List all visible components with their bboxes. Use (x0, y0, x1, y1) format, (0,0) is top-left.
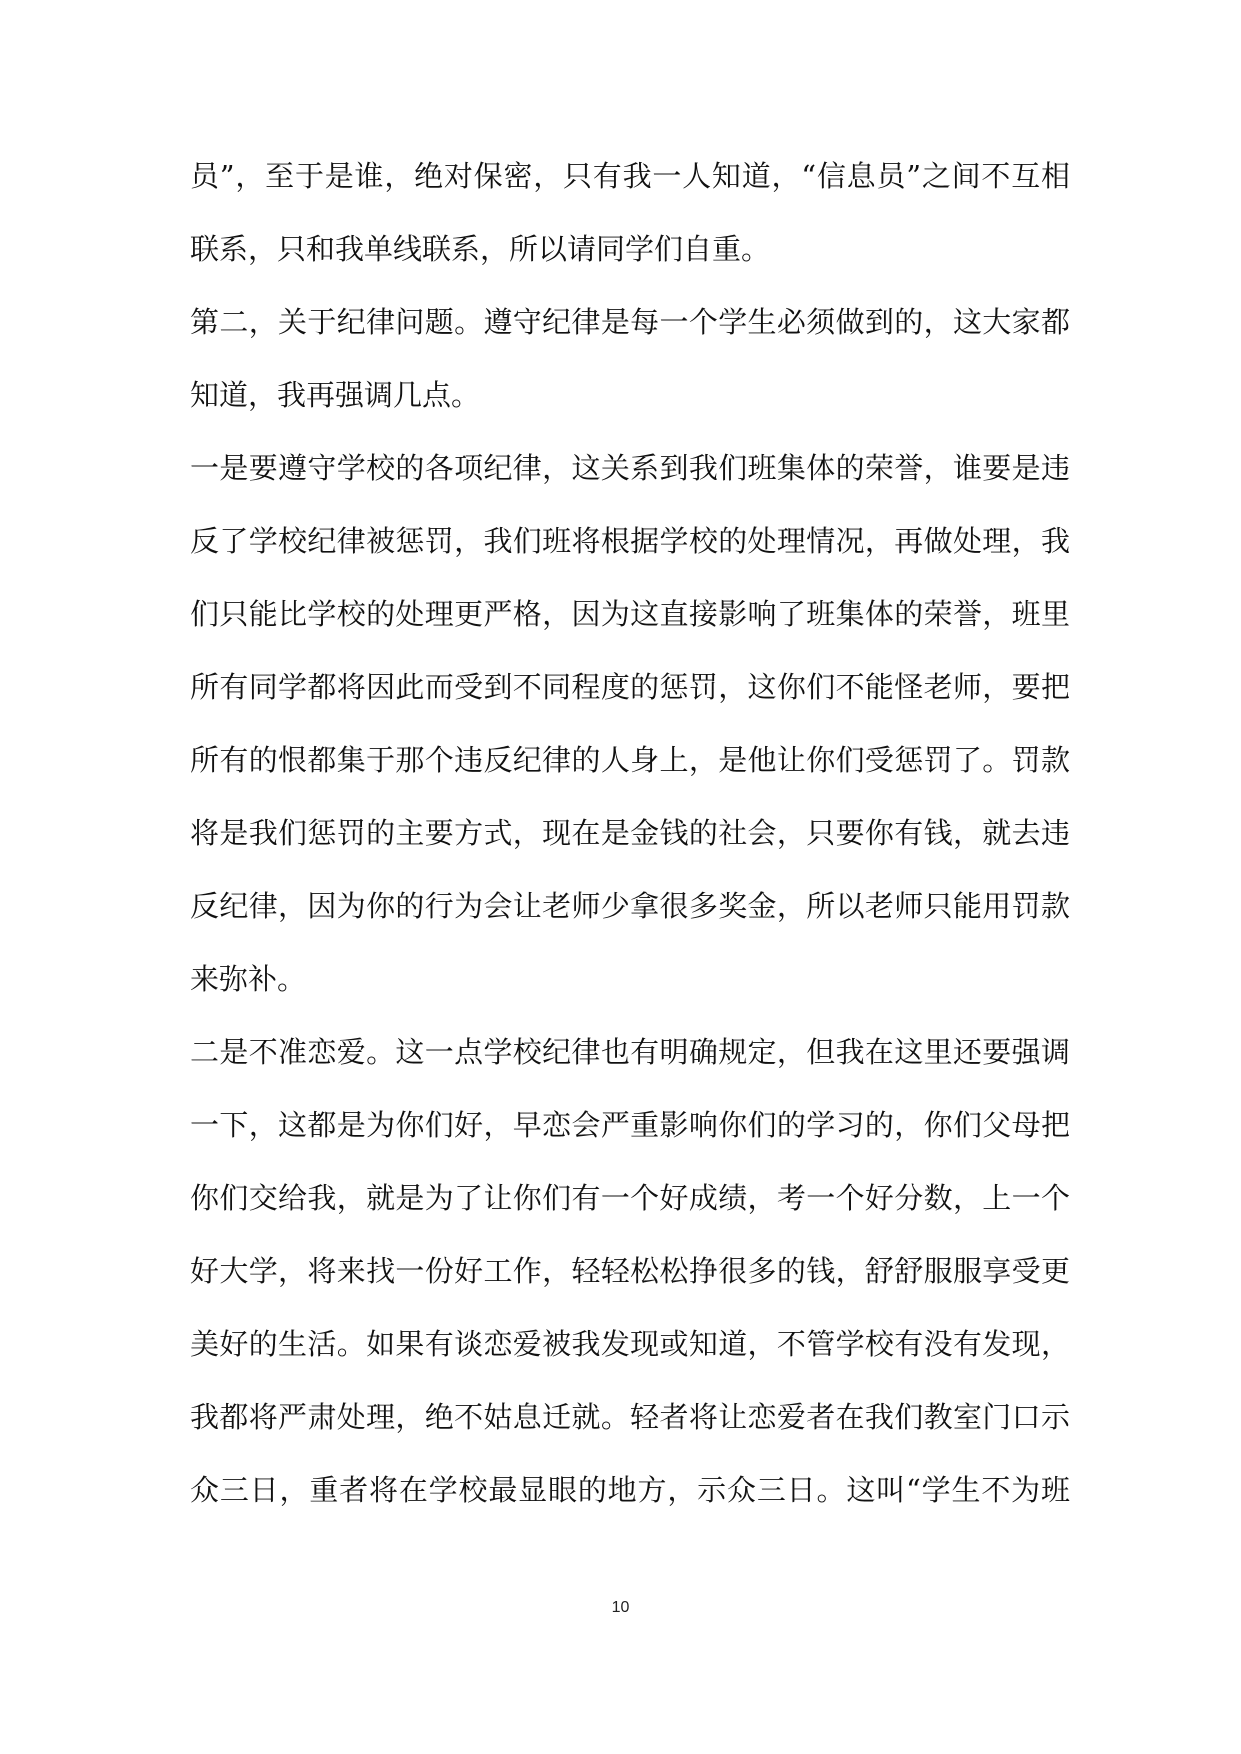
text-line: 反了学校纪律被惩罚，我们班将根据学校的处理情况，再做处理，我 (190, 524, 1070, 558)
text-line: 反纪律，因为你的行为会让老师少拿很多奖金，所以老师只能用罚款 (190, 889, 1070, 923)
page-number: 10 (611, 1599, 630, 1616)
text-line: 一下，这都是为你们好，早恋会严重影响你们的学习的，你们父母把 (190, 1108, 1070, 1142)
text-line: 所有的恨都集于那个违反纪律的人身上，是他让你们受惩罚了。罚款 (190, 743, 1070, 777)
text-line: 所有同学都将因此而受到不同程度的惩罚，这你们不能怪老师，要把 (190, 670, 1070, 704)
text-line: 好大学，将来找一份好工作，轻轻松松挣很多的钱，舒舒服服享受更 (190, 1254, 1070, 1288)
text-line: 来弥补。 (190, 962, 307, 996)
text-line: 一是要遵守学校的各项纪律，这关系到我们班集体的荣誉，谁要是违 (190, 451, 1070, 485)
text-line: 联系，只和我单线联系，所以请同学们自重。 (190, 232, 771, 266)
text-line: 美好的生活。如果有谈恋爱被我发现或知道，不管学校有没有发现， (190, 1327, 1070, 1361)
text-line: 员”，至于是谁，绝对保密，只有我一人知道，“信息员”之间不互相 (190, 159, 1070, 193)
document-body (190, 140, 1070, 1527)
text-line: 众三日，重者将在学校最显眼的地方，示众三日。这叫“学生不为班 (190, 1473, 1070, 1507)
text-line: 第二，关于纪律问题。遵守纪律是每一个学生必须做到的，这大家都 (190, 305, 1070, 339)
text-line: 将是我们惩罚的主要方式，现在是金钱的社会，只要你有钱，就去违 (190, 816, 1070, 850)
text-line: 们只能比学校的处理更严格，因为这直接影响了班集体的荣誉，班里 (190, 597, 1070, 631)
text-line: 二是不准恋爱。这一点学校纪律也有明确规定，但我在这里还要强调 (190, 1035, 1070, 1069)
text-line: 我都将严肃处理，绝不姑息迁就。轻者将让恋爱者在我们教室门口示 (190, 1400, 1070, 1434)
text-line: 你们交给我，就是为了让你们有一个好成绩，考一个好分数，上一个 (190, 1181, 1070, 1215)
text-line: 知道，我再强调几点。 (190, 378, 481, 412)
